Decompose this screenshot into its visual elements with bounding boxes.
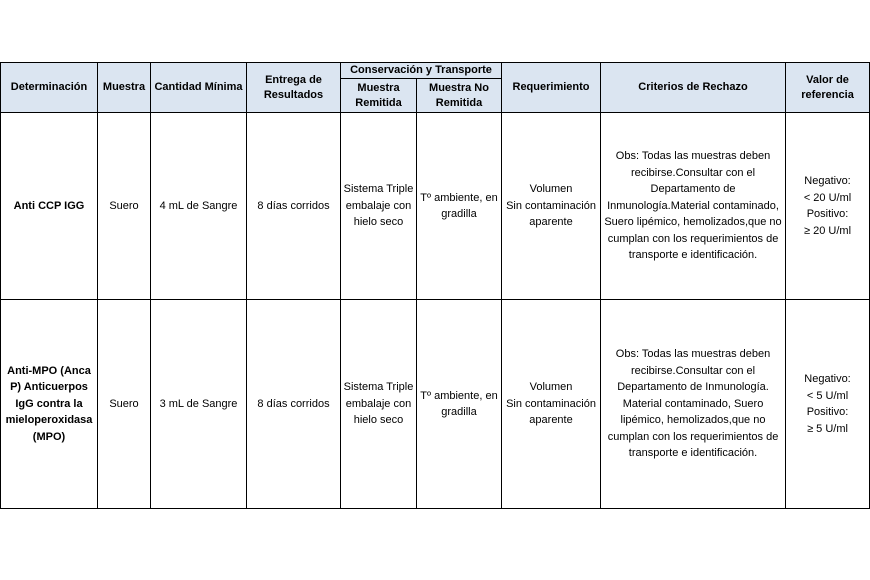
requirements-table-wrapper [0, 62, 869, 509]
valor-line: Negativo: [804, 373, 851, 385]
cell-muestra-remitida: Sistema Triple embalaje con hielo seco [341, 300, 417, 509]
header-conservacion-transporte: Conservación y Transporte [341, 63, 502, 79]
header-determinacion: Determinación [1, 63, 98, 113]
valor-line: < 20 U/ml [803, 191, 852, 204]
header-criterios-rechazo: Criterios de Rechazo [601, 63, 786, 113]
valor-line: Negativo: [804, 175, 851, 187]
header-requerimiento: Requerimiento [502, 63, 601, 113]
cell-requerimiento [502, 300, 601, 509]
header-muestra-no-remitida: Muestra No Remitida [417, 79, 502, 113]
header-cantidad-minima: Cantidad Mínima [151, 63, 247, 113]
header-muestra: Muestra [98, 63, 151, 113]
header-entrega-resultados: Entrega de Resultados [247, 63, 341, 113]
table-row [1, 113, 870, 300]
cell-muestra-remitida: Sistema Triple embalaje con hielo seco [341, 113, 417, 300]
valor-line: Positivo: [806, 406, 849, 418]
valor-line: Positivo: [806, 208, 849, 220]
cell-determinacion: Anti CCP IGG [1, 113, 98, 300]
cell-entrega-resultados: 8 días corridos [247, 300, 341, 509]
requirements-table [0, 62, 870, 509]
requerimiento-line: Sin contaminación aparente [506, 397, 596, 427]
cell-muestra-no-remitida: Tº ambiente, en gradilla [417, 113, 502, 300]
valor-line: ≥ 20 U/ml [804, 224, 852, 237]
table-row [1, 300, 870, 509]
cell-cantidad-minima: 4 mL de Sangre [151, 113, 247, 300]
cell-criterios-rechazo: Obs: Todas las muestras deben recibirse.Consultar con el Departamento de Inmunología. Material contaminado, Suero lipémico, hemolizados,que no cumplan con los requerimientos de transporte e identificación. [601, 300, 786, 509]
header-valor-referencia: Valor de referencia [786, 63, 870, 113]
cell-requerimiento [502, 113, 601, 300]
cell-entrega-resultados: 8 días corridos [247, 113, 341, 300]
cell-valor-referencia [786, 300, 870, 509]
header-muestra-remitida: Muestra Remitida [341, 79, 417, 113]
cell-cantidad-minima: 3 mL de Sangre [151, 300, 247, 509]
requerimiento-line: Volumen [529, 381, 573, 394]
cell-determinacion: Anti-MPO (Anca P) Anticuerpos IgG contra la mieloperoxidasa (MPO) [1, 300, 98, 509]
requerimiento-line: Sin contaminación aparente [506, 199, 596, 229]
cell-muestra-no-remitida: Tº ambiente, en gradilla [417, 300, 502, 509]
header-row-top [1, 63, 870, 79]
valor-line: ≥ 5 U/ml [807, 422, 848, 435]
valor-line: < 5 U/ml [806, 389, 849, 402]
cell-valor-referencia [786, 113, 870, 300]
requerimiento-line: Volumen [529, 183, 573, 196]
cell-muestra: Suero [98, 300, 151, 509]
cell-muestra: Suero [98, 113, 151, 300]
cell-criterios-rechazo: Obs: Todas las muestras deben recibirse.Consultar con el Departamento de Inmunología.Material contaminado, Suero lipémico, hemolizados,que no cumplan con los requerimientos de transporte e identificación. [601, 113, 786, 300]
